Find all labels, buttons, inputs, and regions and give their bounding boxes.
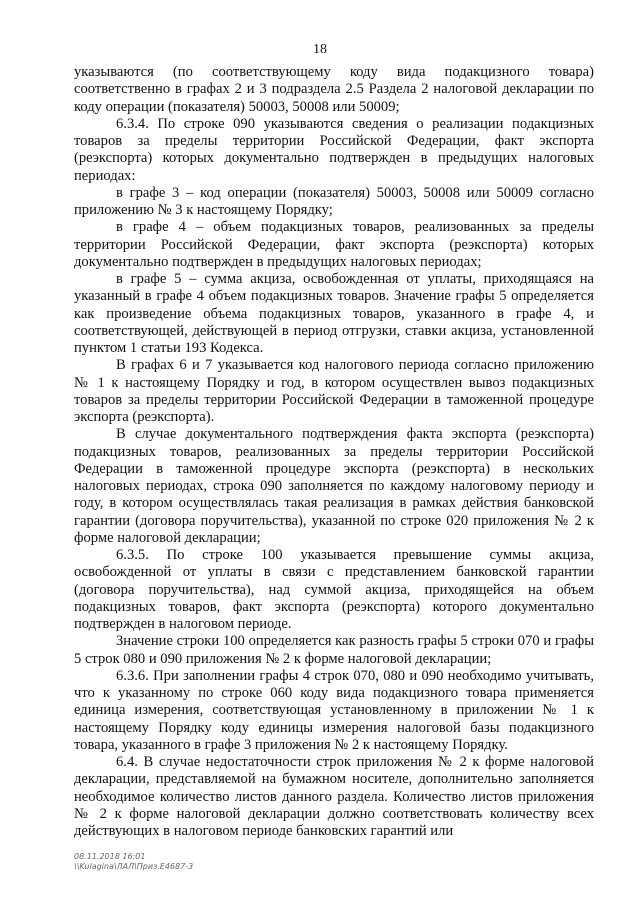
print-timestamp: 08.11.2018 16:01 <box>74 852 146 861</box>
paragraph: указываются (по соответствующему коду вида подакцизного товара) соответственно в графах 2 и 3 подраздела 2.5 Раздела 2 налоговой декларации по коду операции (показателя) 50003, 50008 или 50009; <box>74 64 594 115</box>
paragraph: Значение строки 100 определяется как разность графы 5 строки 070 и графы 5 строк 080 и 090 приложения № 2 к форме налоговой декларации; <box>74 633 594 667</box>
document-body <box>74 64 594 840</box>
paragraph: в графе 3 – код операции (показателя) 50003, 50008 или 50009 согласно приложению № 3 к настоящему Порядку; <box>74 184 594 218</box>
paragraph: В случае документального подтверждения факта экспорта (реэкспорта) подакцизных товаров, реализованных за пределы территории Российской Федерации в таможенной процедуре экспорта (реэкспорта) в нескольких налоговых периодах, строка 090 заполняется по каждому налоговому периоду и году, в котором осуществлялась такая реализация в рамках действия банковской гарантии (договора поручительства), указанной по строке 020 приложения № 2 к форме налоговой декларации; <box>74 426 594 546</box>
print-stamp <box>74 852 193 872</box>
paragraph: 6.3.5. По строке 100 указывается превышение суммы акциза, освобожденной от уплаты в связи с представлением банковской гарантии (договора поручительства), над суммой акциза, приходящейся на объем подакцизных товаров, факт экспорта (реэкспорта) которого документально подтвержден в налоговом периоде. <box>74 547 594 632</box>
paragraph: в графе 4 – объем подакцизных товаров, реализованных за пределы территории Российской Федерации, факт экспорта (реэкспорта) которых документально подтвержден в предыдущих налоговых периодах; <box>74 219 594 270</box>
file-path: \\Kulagina\ЛАЛ\Приз.Е4687-3 <box>74 862 194 871</box>
paragraph: 6.3.6. При заполнении графы 4 строк 070, 080 и 090 необходимо учитывать, что к указанному по строке 060 коду вида подакцизного товара применяется единица измерения, соответствующая установленному в приложении № 1 к настоящему Порядку коду единицы измерения налоговой базы подакцизного товара, указанного в графе 3 приложения № 2 к настоящему Порядку. <box>74 667 594 753</box>
paragraph: 6.4. В случае недостаточности строк приложения № 2 к форме налоговой декларации, представляемой на бумажном носителе, дополнительно заполняется необходимое количество листов данного раздела. Количество листов приложения № 2 к форме налоговой декларации должно соответствовать количеству всех действующих в налоговом периоде банковских гарантий или <box>74 754 594 839</box>
paragraph: 6.3.4. По строке 090 указываются сведения о реализации подакцизных товаров за пределы территории Российской Федерации, факт экспорта (реэкспорта) которых документально подтвержден в предыдущих налоговых периодах: <box>74 115 594 184</box>
page-number: 18 <box>313 42 327 57</box>
paragraph: в графе 5 – сумма акциза, освобожденная от уплаты, приходящаяся на указанный в графе 4 объем подакцизных товаров. Значение графы 5 определяется как произведение объема подакцизных товаров, указанного в графе 4, и соответствующей, действующей в период отгрузки, ставки акциза, установленной пунктом 1 статьи 193 Кодекса. <box>74 271 594 356</box>
paragraph: В графах 6 и 7 указывается код налогового периода согласно приложению № 1 к настоящему Порядку и год, в котором осуществлен вывоз подакцизных товаров за пределы территории Российской Федерации в таможенной процедуре экспорта (реэкспорта). <box>74 357 594 425</box>
